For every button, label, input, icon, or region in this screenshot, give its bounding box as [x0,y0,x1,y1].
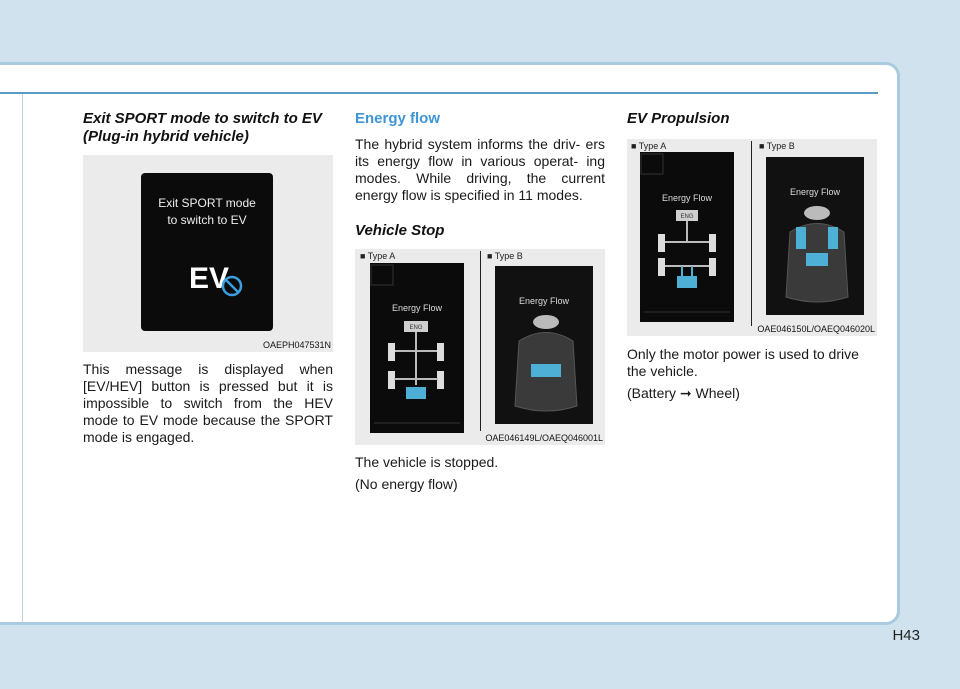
figure-code: OAE046149L/OAEQ046001L [485,433,603,443]
eng-label: ENG [680,214,694,220]
screen-title: Energy Flow [391,303,443,313]
energy-flow-lines [682,266,692,276]
battery-icon [677,276,697,288]
flow-text [627,385,877,402]
ev-disabled-screen [141,173,273,331]
screen-title: Energy Flow [518,296,570,306]
body-text: This message is displayed when [EV/HEV] button is pressed but it is impossible to switch from the HEV mode to EV mode because the SPORT mode is engaged. [83,361,333,445]
left-margin-line [22,94,23,623]
intro-text: The hybrid system informs the driv- ers its energy flow in various operat- ing modes. While driving, the current energy flow is specified in 11 modes. [355,136,605,203]
screen-title: Energy Flow [661,193,713,203]
figure-vehicle-stop [355,249,605,445]
battery-icon [406,387,426,399]
type-b-label: ■ Type B [487,251,523,261]
section-heading-exit-sport: Exit SPORT mode to switch to EV (Plug-in hybrid vehicle) [83,110,322,145]
screen-type-b [766,157,864,315]
wheel-icon [709,258,716,276]
screen-msg-line1: Exit SPORT mode [158,196,256,210]
wheel-icon [437,371,444,389]
figure-ev-propulsion [627,139,877,336]
eng-label: ENG [409,325,423,331]
figure-code: OAEPH047531N [262,340,331,350]
figure-divider [751,141,752,326]
column-energy-flow [355,110,605,498]
cluster-screen [141,173,273,331]
car-top-view-icon [786,206,848,302]
wheel-icon [388,343,395,361]
figure-divider [480,251,481,431]
section-heading-energy-flow: Energy flow [355,110,441,127]
type-a-label: ■ Type A [360,251,396,261]
type-b-label: ■ Type B [759,141,795,151]
energy-flow-diagram-a [640,152,734,322]
section-heading-ev-propulsion: EV Propulsion [627,110,730,127]
wheel-icon [388,371,395,389]
screen-type-a [370,263,464,433]
description-text: Only the motor power is used to drive the vehicle. [627,346,859,379]
flow-prefix: (Battery [627,385,680,401]
figure-exit-sport [83,155,333,352]
energy-flow-diagram-b [495,266,593,424]
screen-type-a [640,152,734,322]
figure-code: OAE046150L/OAEQ046020L [757,324,875,334]
wheel-icon [658,258,665,276]
screen-msg-line2: to switch to EV [167,213,247,227]
arrow-right-icon: ➞ [679,385,692,401]
status-line: The vehicle is stopped. [355,454,499,470]
screen-title: Energy Flow [789,187,841,197]
screen-type-b [495,266,593,424]
ev-label: EV [189,262,230,295]
wheel-icon [658,234,665,252]
subheading-vehicle-stop: Vehicle Stop [355,222,445,239]
energy-flow-diagram-a [370,263,464,433]
column-ev-propulsion [627,110,877,407]
column-exit-sport [83,110,333,446]
car-top-view-icon [515,315,577,411]
wheel-icon [437,343,444,361]
type-a-label: ■ Type A [631,141,667,151]
energy-flow-diagram-b [766,157,864,315]
header-rule [0,92,878,94]
flow-suffix: Wheel) [691,385,740,401]
status-note: (No energy flow) [355,476,458,492]
page-number: H43 [892,627,920,644]
wheel-icon [709,234,716,252]
